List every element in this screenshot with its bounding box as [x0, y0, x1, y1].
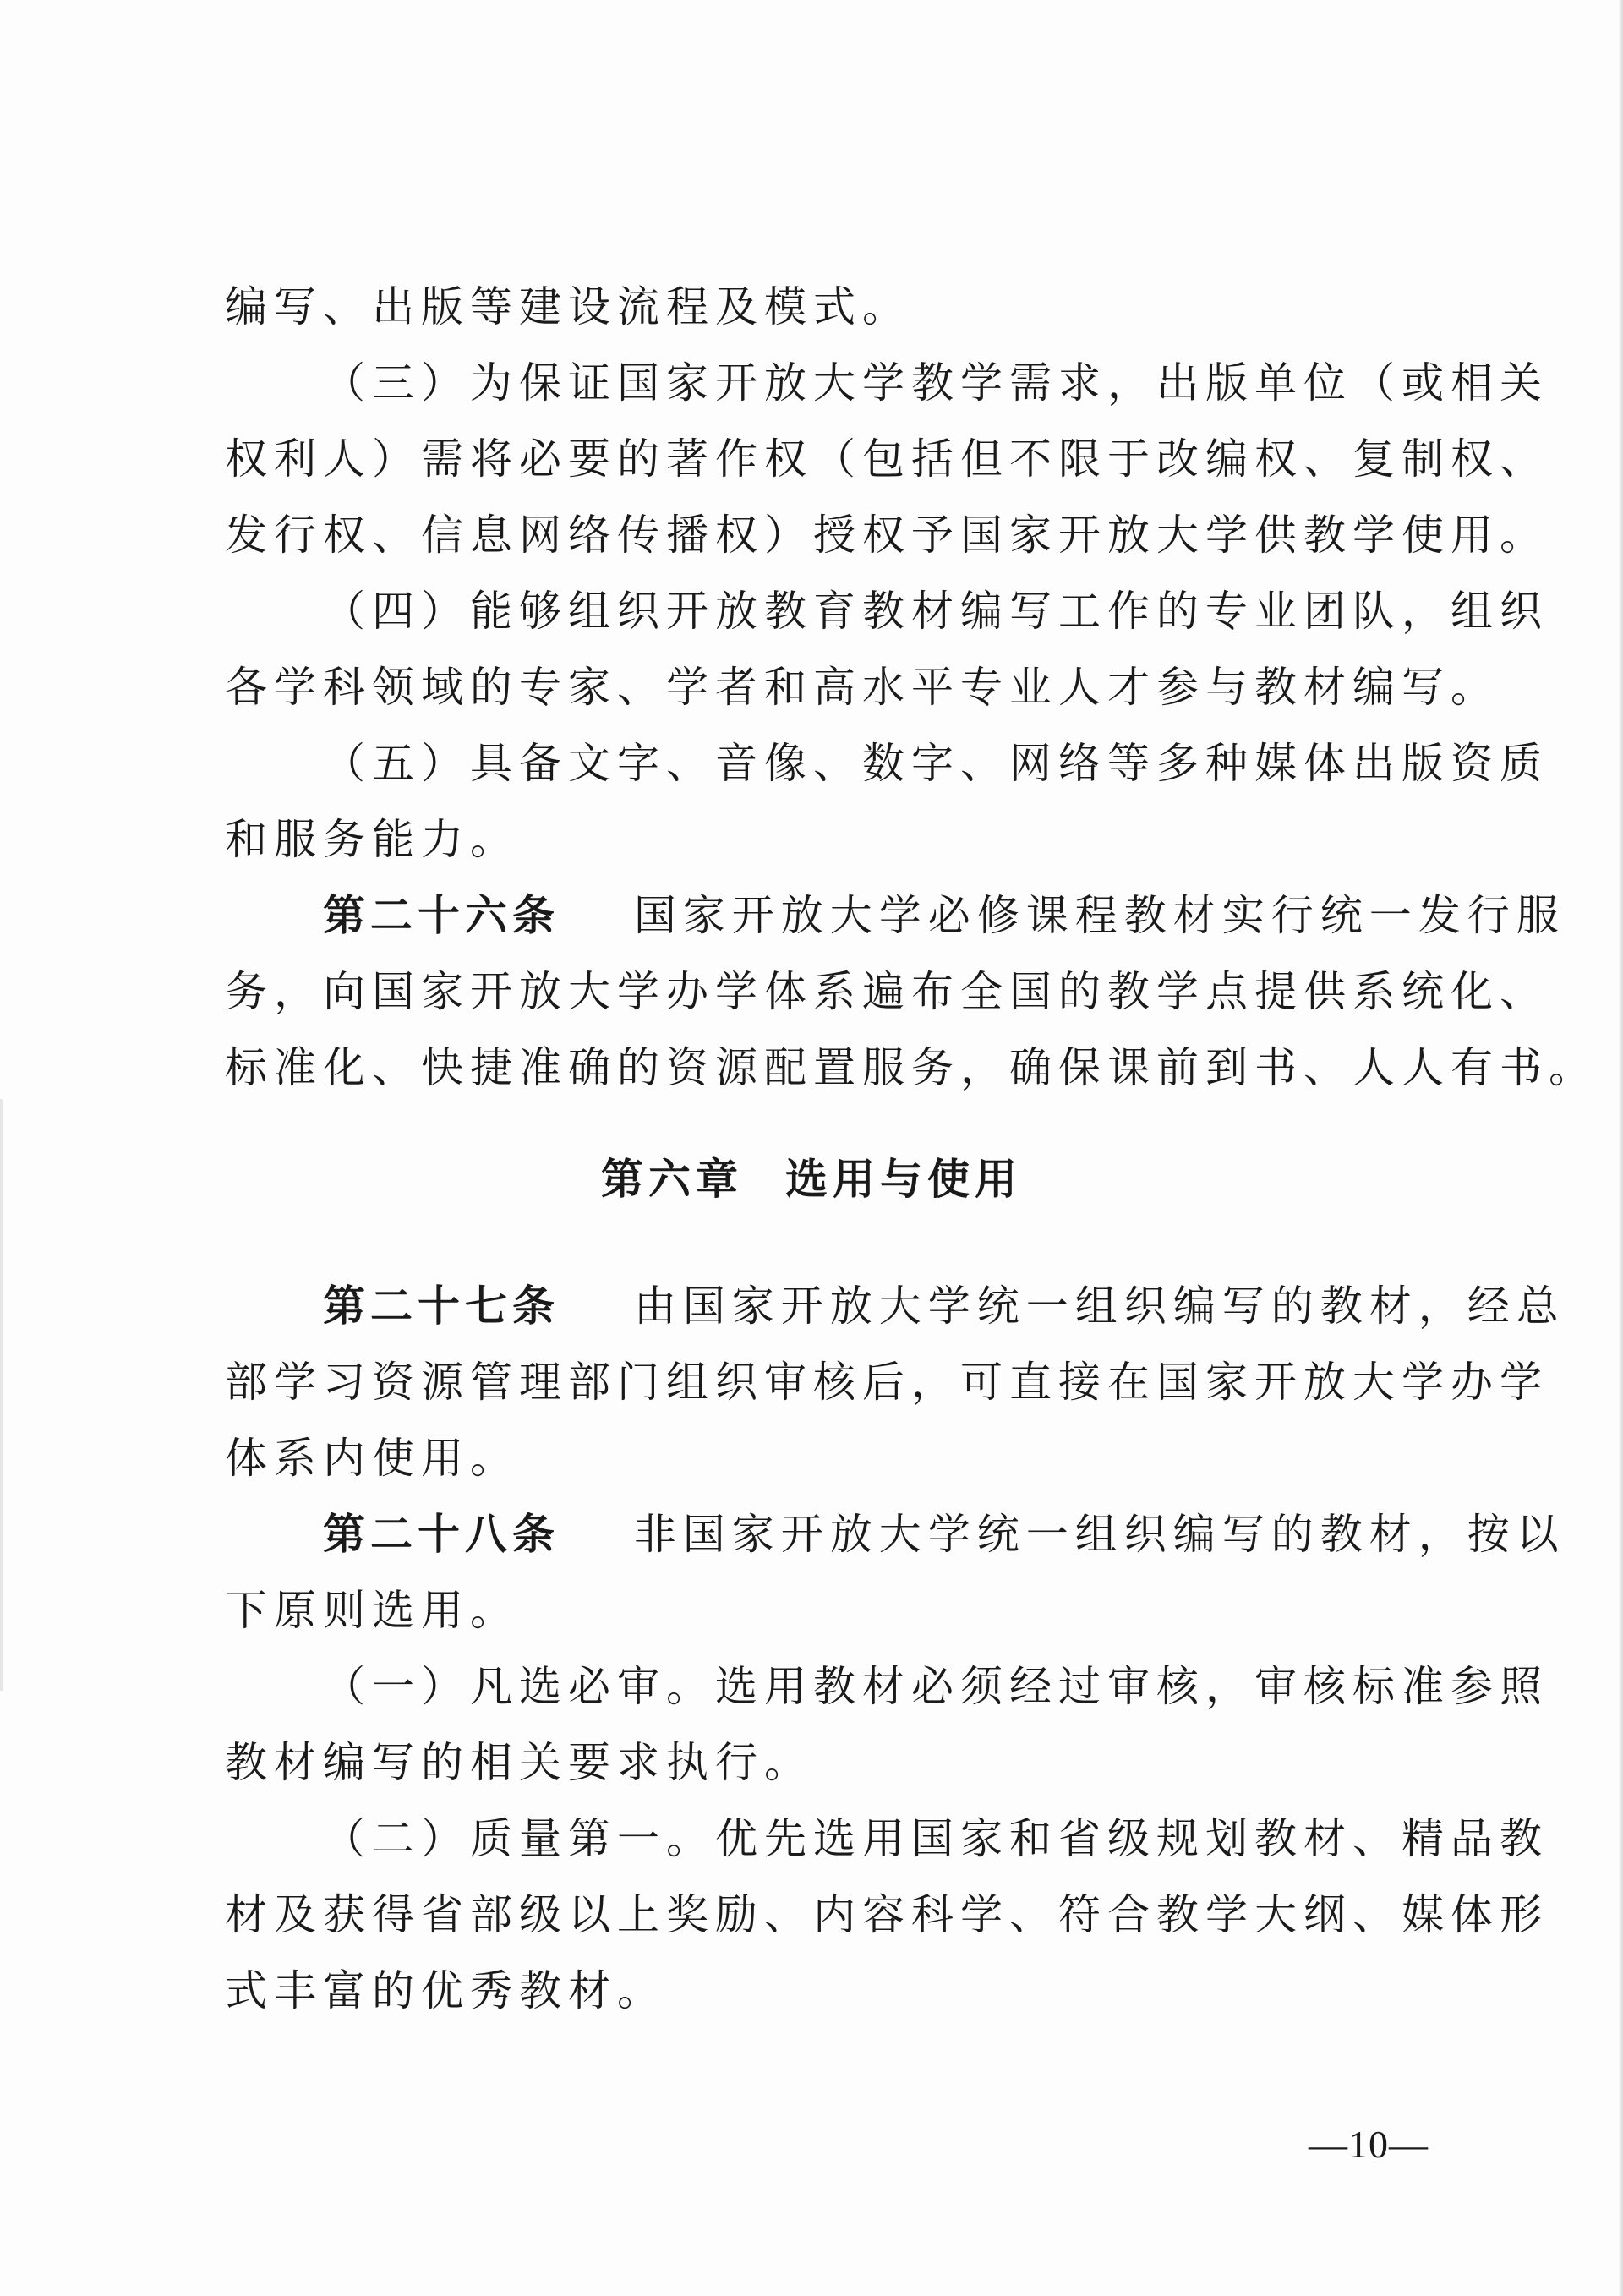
article-27-text: 由国家开放大学统一组织编写的教材，经总 [633, 1282, 1566, 1331]
article-28-line-1 [225, 1496, 1566, 1572]
article-26-text: 国家开放大学必修课程教材实行统一发行服 [633, 891, 1566, 940]
paragraph-line: （四）能够组织开放教育教材编写工作的专业团队，组织 [323, 587, 1549, 636]
article-26-line-1 [225, 877, 1566, 954]
lower-text-block [225, 1268, 1566, 2029]
article-27-label: 第二十七条 [323, 1282, 560, 1331]
paragraph-line: （二）质量第一。优先选用国家和省级规划教材、精品教 [323, 1814, 1549, 1863]
paragraph-line: （一）凡选必审。选用教材必须经过审核，审核标准参照 [323, 1662, 1549, 1711]
chapter-number: 第六章 [601, 1155, 743, 1204]
paragraph-line: 和服务能力。 [225, 815, 519, 864]
paragraph-line: 式丰富的优秀教材。 [225, 1966, 666, 2015]
chapter-heading [0, 1145, 1623, 1206]
paragraph-line: 教材编写的相关要求执行。 [225, 1738, 813, 1787]
article-27-line-3: 体系内使用。 [225, 1434, 519, 1483]
article-26-label: 第二十六条 [323, 891, 560, 940]
paragraph-line: 材及获得省部级以上奖励、内容科学、符合教学大纲、媒体形 [225, 1890, 1549, 1939]
article-28-label: 第二十八条 [323, 1510, 560, 1559]
chapter-title: 选用与使用 [785, 1155, 1022, 1204]
article-28-line-2: 下原则选用。 [225, 1586, 519, 1635]
paragraph-line: 发行权、信息网络传播权）授权予国家开放大学供教学使用。 [225, 511, 1549, 560]
paragraph-line: （五）具备文字、音像、数字、网络等多种媒体出版资质 [323, 739, 1549, 788]
paragraph-line: 各学科领域的专家、学者和高水平专业人才参与教材编写。 [225, 663, 1500, 712]
paragraph-line: （三）为保证国家开放大学教学需求，出版单位（或相关 [323, 358, 1549, 407]
article-26-line-3: 标准化、快捷准确的资源配置服务，确保课前到书、人人有书。 [225, 1043, 1598, 1092]
paragraph-line: 编写、出版等建设流程及模式。 [225, 282, 911, 331]
page-number: —10— [1309, 2123, 1429, 2166]
article-28-text: 非国家开放大学统一组织编写的教材，按以 [633, 1510, 1566, 1559]
article-26-line-2: 务，向国家开放大学办学体系遍布全国的教学点提供系统化、 [225, 967, 1549, 1016]
paragraph-line: 权利人）需将必要的著作权（包括但不限于改编权、复制权、 [225, 435, 1549, 484]
upper-text-block [225, 269, 1598, 1106]
article-27-line-2: 部学习资源管理部门组织审核后，可直接在国家开放大学办学 [225, 1358, 1549, 1407]
article-27-line-1 [225, 1268, 1566, 1344]
